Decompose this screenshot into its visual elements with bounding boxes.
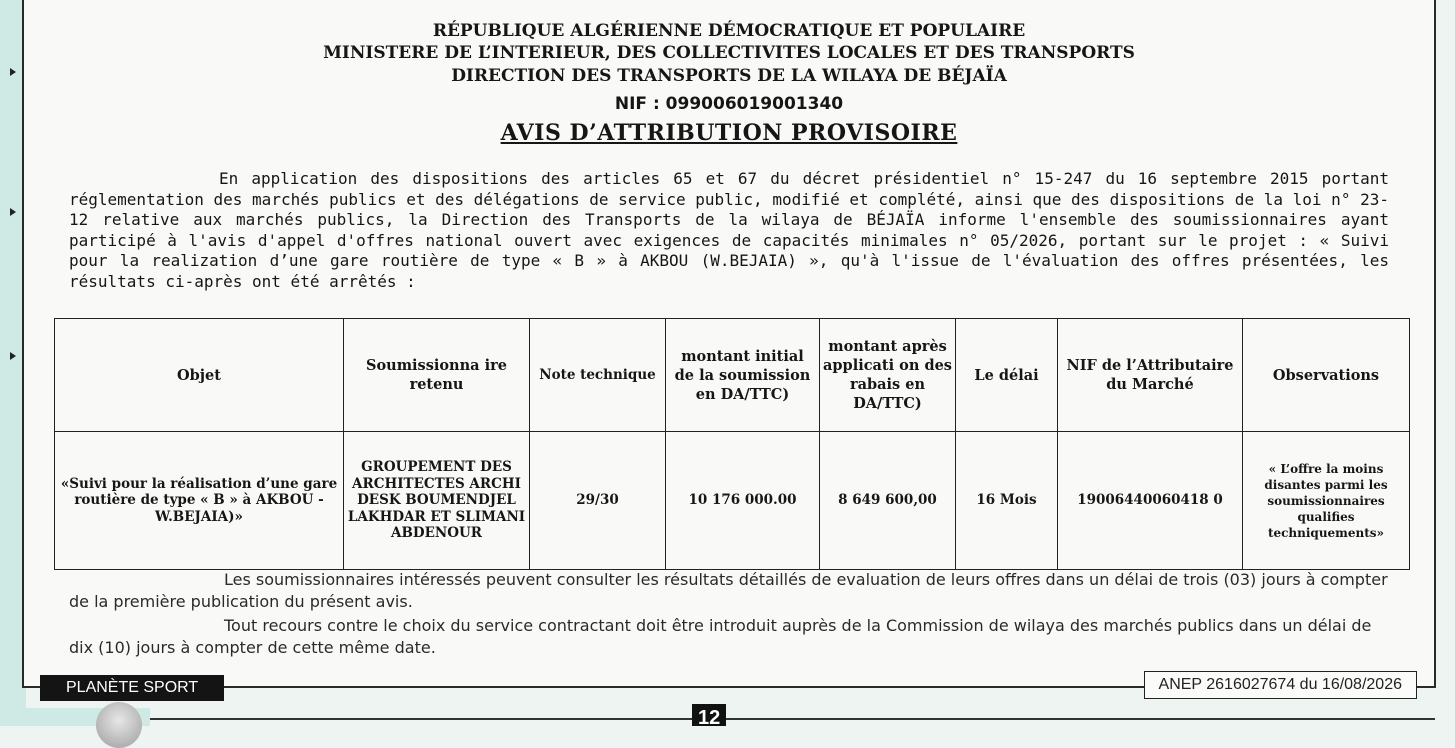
consultation-text: Les soumissionnaires intéressés peuvent consulter les résultats détaillés de evaluation de leurs offres dans un délai de trois (03) jours à compter de la première publication du présent avis. [69,570,1388,611]
page-number: 12 [692,704,726,726]
margin-mark [10,352,16,360]
cell-soumissionnaire: GROUPEMENT DES ARCHITECTES ARCHI DESK BOUMENDJEL LAKHDAR ET SLIMANI ABDENOUR [344,432,530,570]
col-header-montant-apres: montant après applicati on des rabais en DA/TTC) [820,319,956,432]
bottom-divider [150,718,1435,720]
notice-title: AVIS D’ATTRIBUTION PROVISOIRE [500,120,958,146]
margin-mark [10,68,16,76]
col-header-observations: Observations [1243,319,1410,432]
col-header-note: Note technique [530,319,666,432]
header-direction: DIRECTION DES TRANSPORTS DE LA WILAYA DE BÉJAÏA [451,66,1007,86]
intro-text: En application des dispositions des articles 65 et 67 du décret présidentiel n° 15-247 du 16 septembre 2015 portant réglementation des marchés publics et des délégations de service public, modifié et complété, ainsi que des dispositions de la loi n° 23-12 relative aux marchés publics, la Direction des Transports de la wilaya de BÉJAÏA informe l'ensemble des soumissionnaires ayant participé à l'avis d'appel d'offres national ouvert avec exigences de capacités minimales n° 05/2026, portant sur le projet : « Suivi pour la realization d’une gare routière de type « B » à AKBOU (W.BEJAIA) », qu'à l'issue de l'évaluation des offres présentées, les résultats ci-après ont été arrêtés : [69,169,1389,291]
header-republic: RÉPUBLIQUE ALGÉRIENNE DÉMOCRATIQUE ET POPULAIRE [432,21,1026,41]
col-header-objet: Objet [55,319,344,432]
consultation-paragraph [69,569,1389,613]
recourse-paragraph [69,615,1389,659]
recourse-text: Tout recours contre le choix du service contractant doit être introduit auprès de la Commission de wilaya des marchés publics dans un délai de dix (10) jours à compter de cette même date. [69,616,1372,657]
cell-montant-apres: 8 649 600,00 [820,432,956,570]
col-header-soumissionnaire: Soumissionna ire retenu [344,319,530,432]
newspaper-logo-icon [96,702,142,748]
col-header-nif: NIF de l’Attributaire du Marché [1058,319,1243,432]
table-header-row [55,319,1410,432]
header-nif: NIF : 099006019001340 [614,94,844,114]
cell-observations: « L’offre la moins disantes parmi les soumissionnaires qualifies techniquements» [1243,432,1410,570]
cell-delai: 16 Mois [956,432,1058,570]
intro-paragraph [69,169,1389,292]
notice-page [22,0,1436,688]
header-ministry: MINISTERE DE L’INTERIEUR, DES COLLECTIVITES LOCALES ET DES TRANSPORTS [323,43,1135,63]
cell-montant-initial: 10 176 000.00 [666,432,820,570]
cell-note: 29/30 [530,432,666,570]
cell-objet: «Suivi pour la réalisation d’une gare routière de type « B » à AKBOU - W.BEJAIA)» [55,432,344,570]
section-label: PLANÈTE SPORT [40,675,224,701]
cell-nif: 19006440060418 0 [1058,432,1243,570]
col-header-montant-initial: montant initial de la soumission en DA/TTC) [666,319,820,432]
table-row [55,432,1410,570]
anep-reference: ANEP 2616027674 du 16/08/2026 [1144,671,1417,699]
results-table [54,318,1410,570]
col-header-delai: Le délai [956,319,1058,432]
margin-mark [10,208,16,216]
